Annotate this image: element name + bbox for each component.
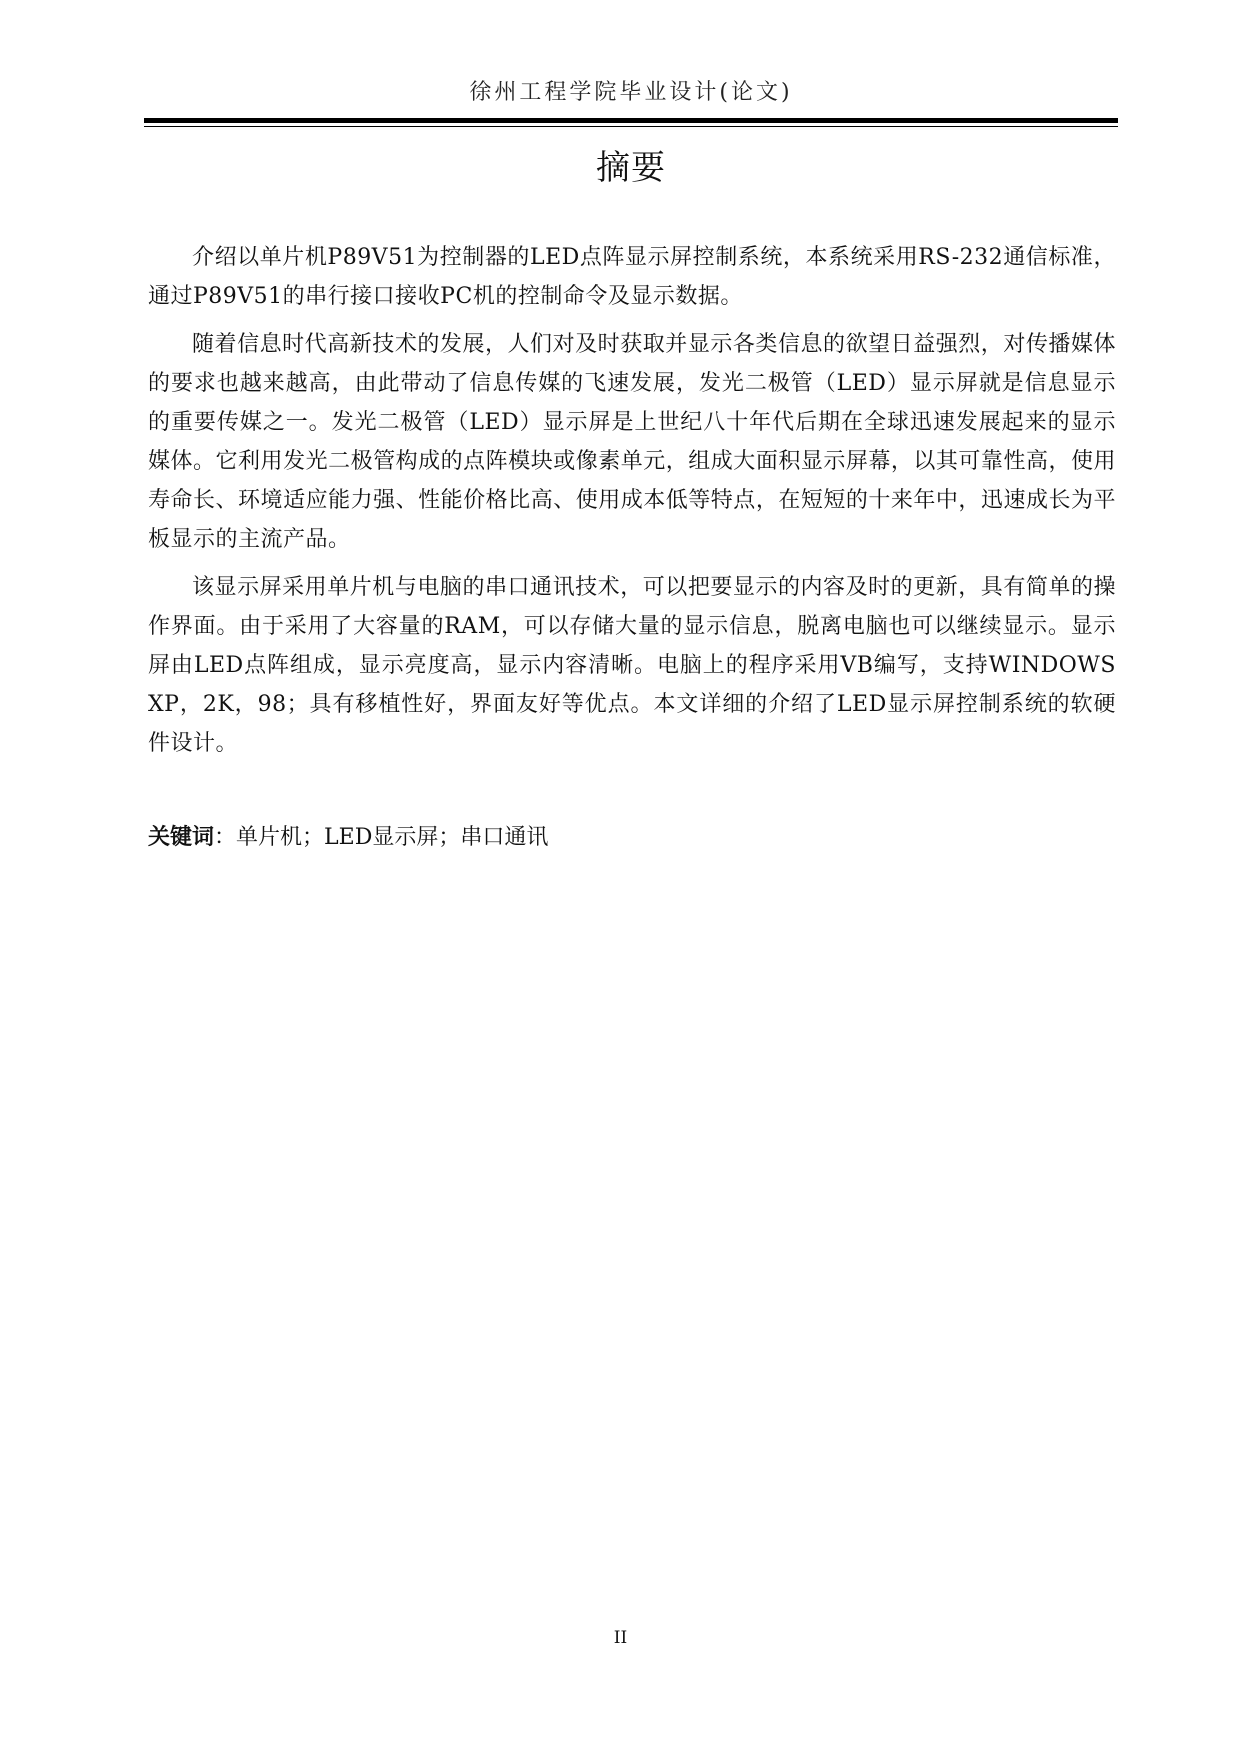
abstract-paragraph-3: 该显示屏采用单片机与电脑的串口通讯技术，可以把要显示的内容及时的更新，具有简单的操作界面。由于采用了大容量的RAM，可以存储大量的显示信息，脱离电脑也可以继续显示。显示屏由LED点阵组成，显示亮度高，显示内容清晰。电脑上的程序采用VB编写，支持WINDOWS XP，2K，98；具有移植性好，界面友好等优点。本文详细的介绍了LED显示屏控制系统的软硬件设计。 bbox=[148, 575, 1116, 756]
abstract-body bbox=[148, 238, 1116, 772]
abstract-title: 摘要 bbox=[596, 148, 666, 188]
abstract-paragraph-1: 介绍以单片机P89V51为控制器的LED点阵显示屏控制系统，本系统采用RS-232通信标准，通过P89V51的串行接口接收PC机的控制命令及显示数据。 bbox=[148, 245, 1116, 309]
page-number: II bbox=[613, 1628, 628, 1648]
keywords-separator: ： bbox=[214, 825, 237, 850]
page-header: 徐州工程学院毕业设计(论文) bbox=[469, 80, 793, 105]
header-rule-thin bbox=[144, 126, 1118, 127]
keywords-value: 单片机；LED显示屏；串口通讯 bbox=[236, 825, 549, 850]
keywords-label: 关键词 bbox=[148, 825, 215, 850]
abstract-paragraph-2: 随着信息时代高新技术的发展，人们对及时获取并显示各类信息的欲望日益强烈，对传播媒体的要求也越来越高，由此带动了信息传媒的飞速发展，发光二极管（LED）显示屏就是信息显示的重要传媒之一。发光二极管（LED）显示屏是上世纪八十年代后期在全球迅速发展起来的显示媒体。它利用发光二极管构成的点阵模块或像素单元，组成大面积显示屏幕，以其可靠性高，使用寿命长、环境适应能力强、性能价格比高、使用成本低等特点，在短短的十来年中，迅速成长为平板显示的主流产品。 bbox=[148, 332, 1116, 552]
keywords-line bbox=[148, 818, 1116, 857]
header-rule-thick bbox=[144, 118, 1118, 123]
